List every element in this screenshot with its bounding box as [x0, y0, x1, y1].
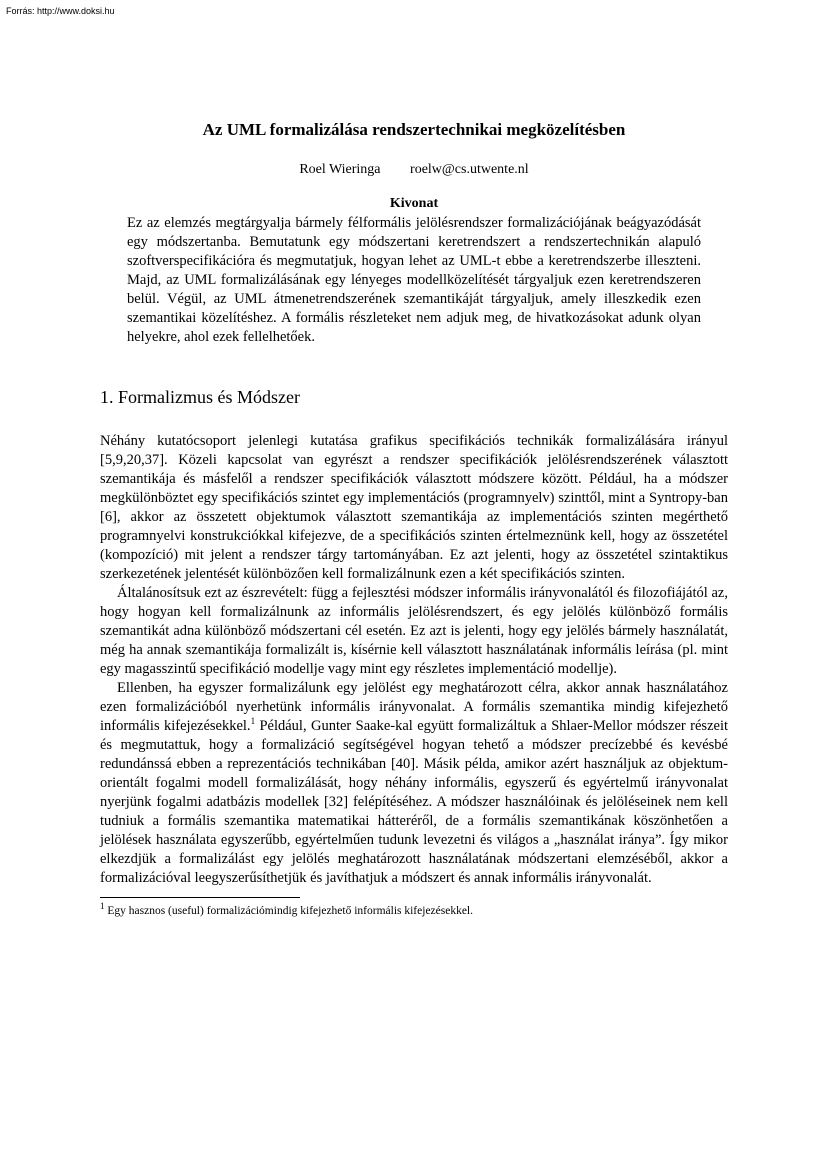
footnote — [100, 901, 728, 918]
abstract-heading: Kivonat — [389, 196, 439, 212]
author-name: Roel Wieringa — [299, 162, 381, 178]
document-page — [100, 120, 728, 918]
source-label: Forrás: http://www.doksi.hu — [6, 6, 115, 16]
author-line — [100, 162, 728, 178]
footnote-ref: 1 — [250, 716, 256, 727]
paragraph: Általánosítsuk ezt az észrevételt: függ a fejlesztési módszer informális irányvonalától és filozofiájától az, hogy hogyan kell formalizálnunk az informális jelölésrendszert, és egy jelölés különböző formális szemantikát adna különböző módszertani cél esetén. Ez azt is jelenti, hogy egy jelölés bármely használatát, még ha annak szemantikája formalizált is, kísérnie kell választott használatának informális leírása (pl. mint egy magasszintű specifikáció modellje vagy mint egy részletes implementáció modellje). — [100, 585, 728, 678]
abstract-text: Ez az elemzés megtárgyalja bármely félformális jelölésrendszer formalizációjának beágyazódását egy módszertanba. Bemutatunk egy módszertani keretrendszert a rendszertechnikán alapuló szoftverspecifikációra és megmutatjuk, hogyan lehet az UML-t ebbe a keretrendszerbe illeszteni. Majd, az UML formalizálásának egy lényeges modellközelítését tárgyaljuk ezen keretrendszeren belül. Végül, az UML átmenetrendszerének szemantikáját tárgyaljuk, amely illeszkedik ezen szemantikai közelítéshez. A formális részleteket nem adjuk meg, de hivatkozásokat adunk olyan helyekre, ahol ezek fellelhetőek. — [127, 215, 701, 346]
paragraph-part: Például, Gunter Saake-kal együtt formalizáltuk a Shlaer-Mellor módszer részeit és megmutattuk, hogy a formalizáció segítségével hogyan tehető a módszer precízebbé és kevésbé redundánssá ebben a reprezentációs technikában [40]. Másik példa, amikor azért használjuk az objektum-orientált fogalmi modell formalizálását, hogy néhány informális, egyszerű és egyértelmű irányvonalat nyerjünk fogalmi adatbázis modellek [32] felépítéséhez. A módszer használóinak és jelöléseinek nem kell tudniuk a formális szemantika matematikai hátteréről, de a formális szemantikának köszönhetően a jelölések használata egyszerűbb, egyértelműen tudunk levezetni és világos a „használat iránya”. Így mikor elkezdjük a formalizálást egy jelölés meghatározott használatának módszertani elemzéséből, akkor a formalizációval leegyszerűsíthetjük és javíthatjuk a módszert és annak informális irányvonalát. — [100, 718, 728, 887]
page-title: Az UML formalizálása rendszertechnikai megközelítésben — [202, 120, 626, 139]
author-email: roelw@cs.utwente.nl — [410, 162, 529, 178]
paragraph-part: Ellenben, ha egyszer formalizálunk egy jelölést egy meghatározott célra, akkor annak használatához ezen formalizációból nyerhetünk informális irányvonalat. A formális szemantika mindig kifejezhető informális kifejezésekkel. — [100, 680, 728, 735]
section-body — [100, 432, 728, 888]
paragraph — [100, 679, 728, 888]
footnote-marker: 1 — [100, 901, 105, 912]
paragraph: Néhány kutatócsoport jelenlegi kutatása grafikus specifikációs technikák formalizálására irányul [5,9,20,37]. Közeli kapcsolat van egyrészt a rendszer specifikációk jelölésrendszerének választott szemantikája és másfelől a rendszer specifikációk választott módszere között. Például, ha a módszer megkülönböztet egy specifikációs szintet egy implementációs (programnyelv) szinttől, mint a Syntropy-ban [6], akkor az összetett objektumok választott szemantikája az implementációs szinten megérthető programnyelvi konstrukciókkal kifejezve, de a specifikációs szinten értelmeznünk kell, hogy az összetétel (kompozíció) mit jelent a rendszer tárgy tartományában. Ez azt jelenti, hogy az összetétel szintaktikus szerkezetének jelentését különbözően kell formalizálnunk ezen a két specifikációs szinten. — [100, 433, 728, 583]
footnote-divider — [100, 897, 300, 898]
section-heading: 1. Formalizmus és Módszer — [100, 387, 300, 408]
footnote-text: Egy hasznos (useful) formalizációmindig kifejezhető informális kifejezésekkel. — [104, 905, 474, 918]
